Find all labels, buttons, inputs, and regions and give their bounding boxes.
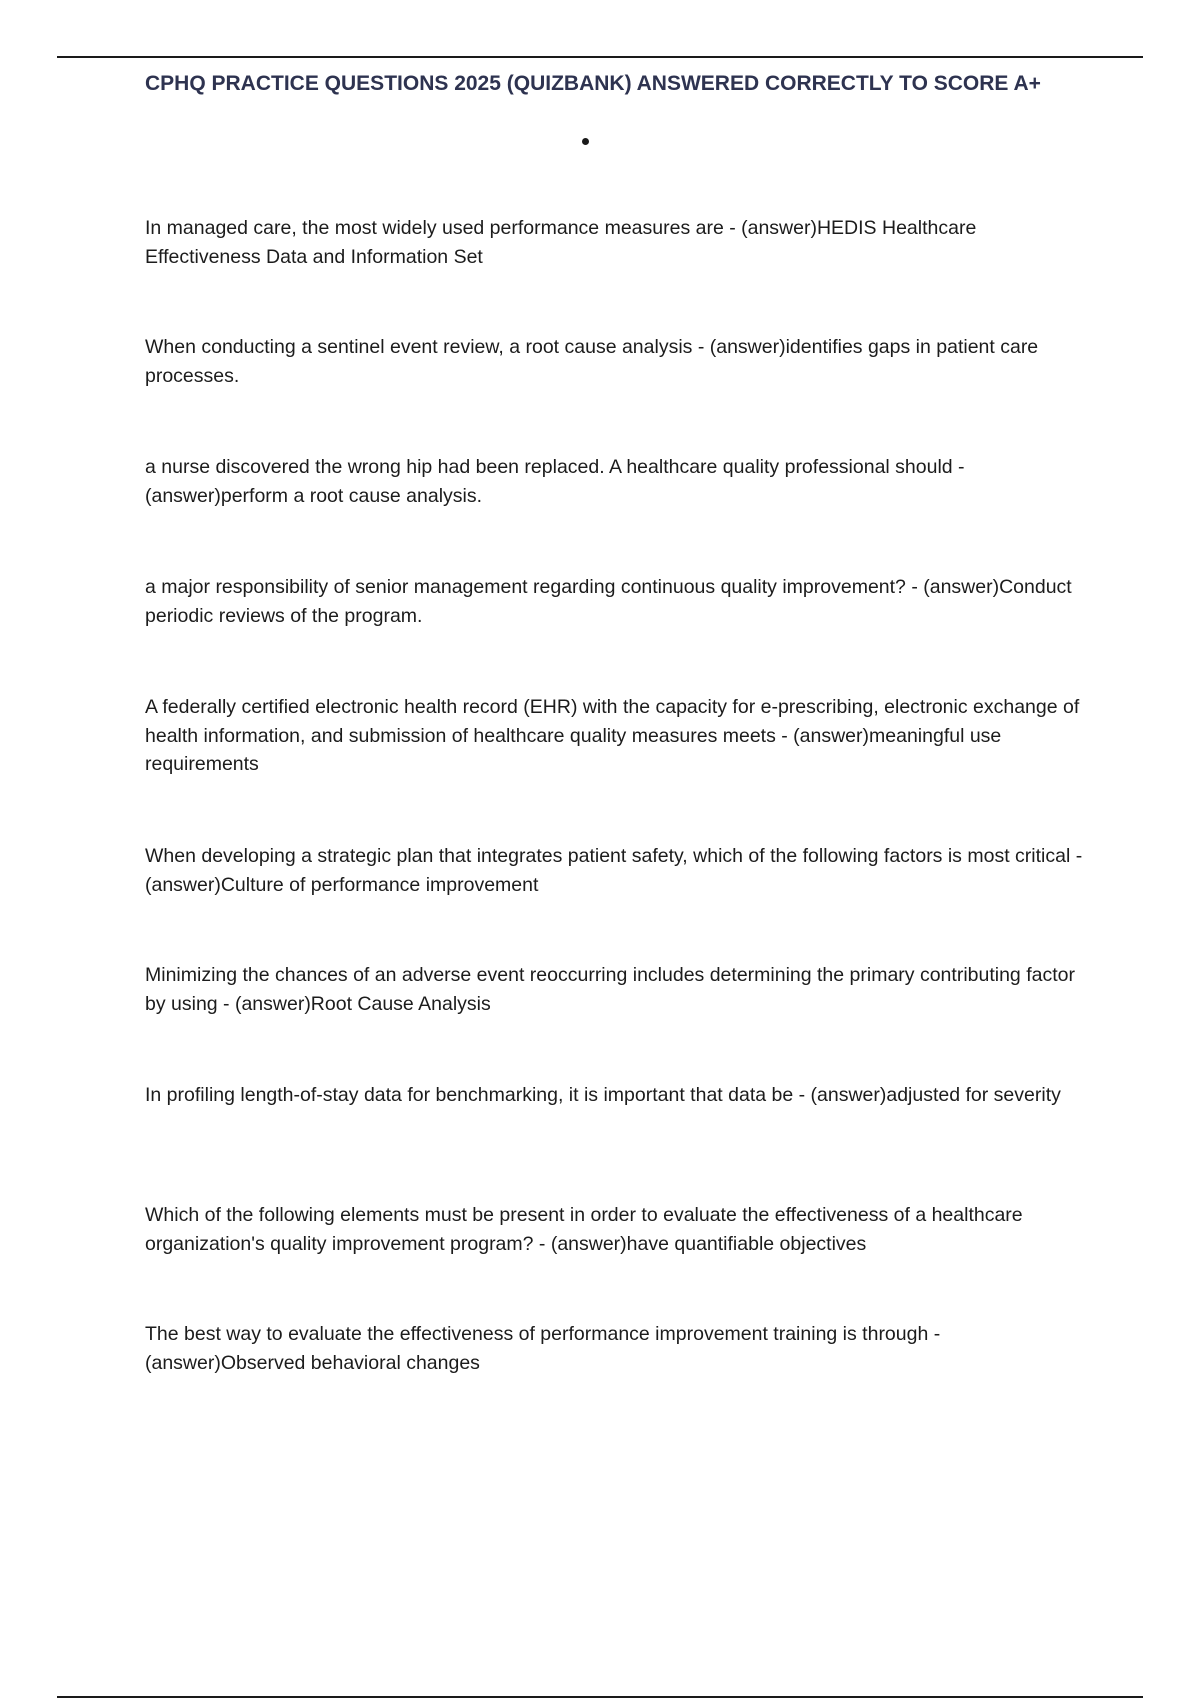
qa-item: When developing a strategic plan that integrates patient safety, which of the following factors is most critical - (answer)Culture of performance improvement (145, 845, 1083, 896)
qa-item: The best way to evaluate the effectiveness of performance improvement training is through - (answer)Observed behavioral changes (145, 1323, 941, 1374)
qa-item: In profiling length-of-stay data for benchmarking, it is important that data be - (answer)adjusted for severity (145, 1084, 1061, 1106)
qa-item: Which of the following elements must be present in order to evaluate the effectiveness of a healthcare organization's quality improvement program? - (answer)have quantifiable objectives (145, 1204, 1023, 1255)
qa-item: A federally certified electronic health record (EHR) with the capacity for e-prescribing, electronic exchange of health information, and submission of healthcare quality measures meets - (answer)meaningful use requirements (145, 696, 1080, 775)
bottom-divider (57, 1696, 1143, 1698)
document-title: CPHQ PRACTICE QUESTIONS 2025 (QUIZBANK) ANSWERED CORRECTLY TO SCORE A+ (145, 72, 1041, 95)
qa-item: In managed care, the most widely used performance measures are - (answer)HEDIS Healthcare Effectiveness Data and Information Set (145, 217, 977, 268)
bullet-icon (582, 138, 589, 145)
qa-item: Minimizing the chances of an adverse event reoccurring includes determining the primary contributing factor by using - (answer)Root Cause Analysis (145, 964, 1075, 1015)
qa-item: a nurse discovered the wrong hip had been replaced. A healthcare quality professional should - (answer)perform a root cause analysis. (145, 456, 965, 507)
top-divider (57, 56, 1143, 58)
qa-item: When conducting a sentinel event review, a root cause analysis - (answer)identifies gaps in patient care processes. (145, 336, 1039, 387)
qa-item: a major responsibility of senior management regarding continuous quality improvement? - (answer)Conduct periodic reviews of the program. (145, 576, 1072, 627)
